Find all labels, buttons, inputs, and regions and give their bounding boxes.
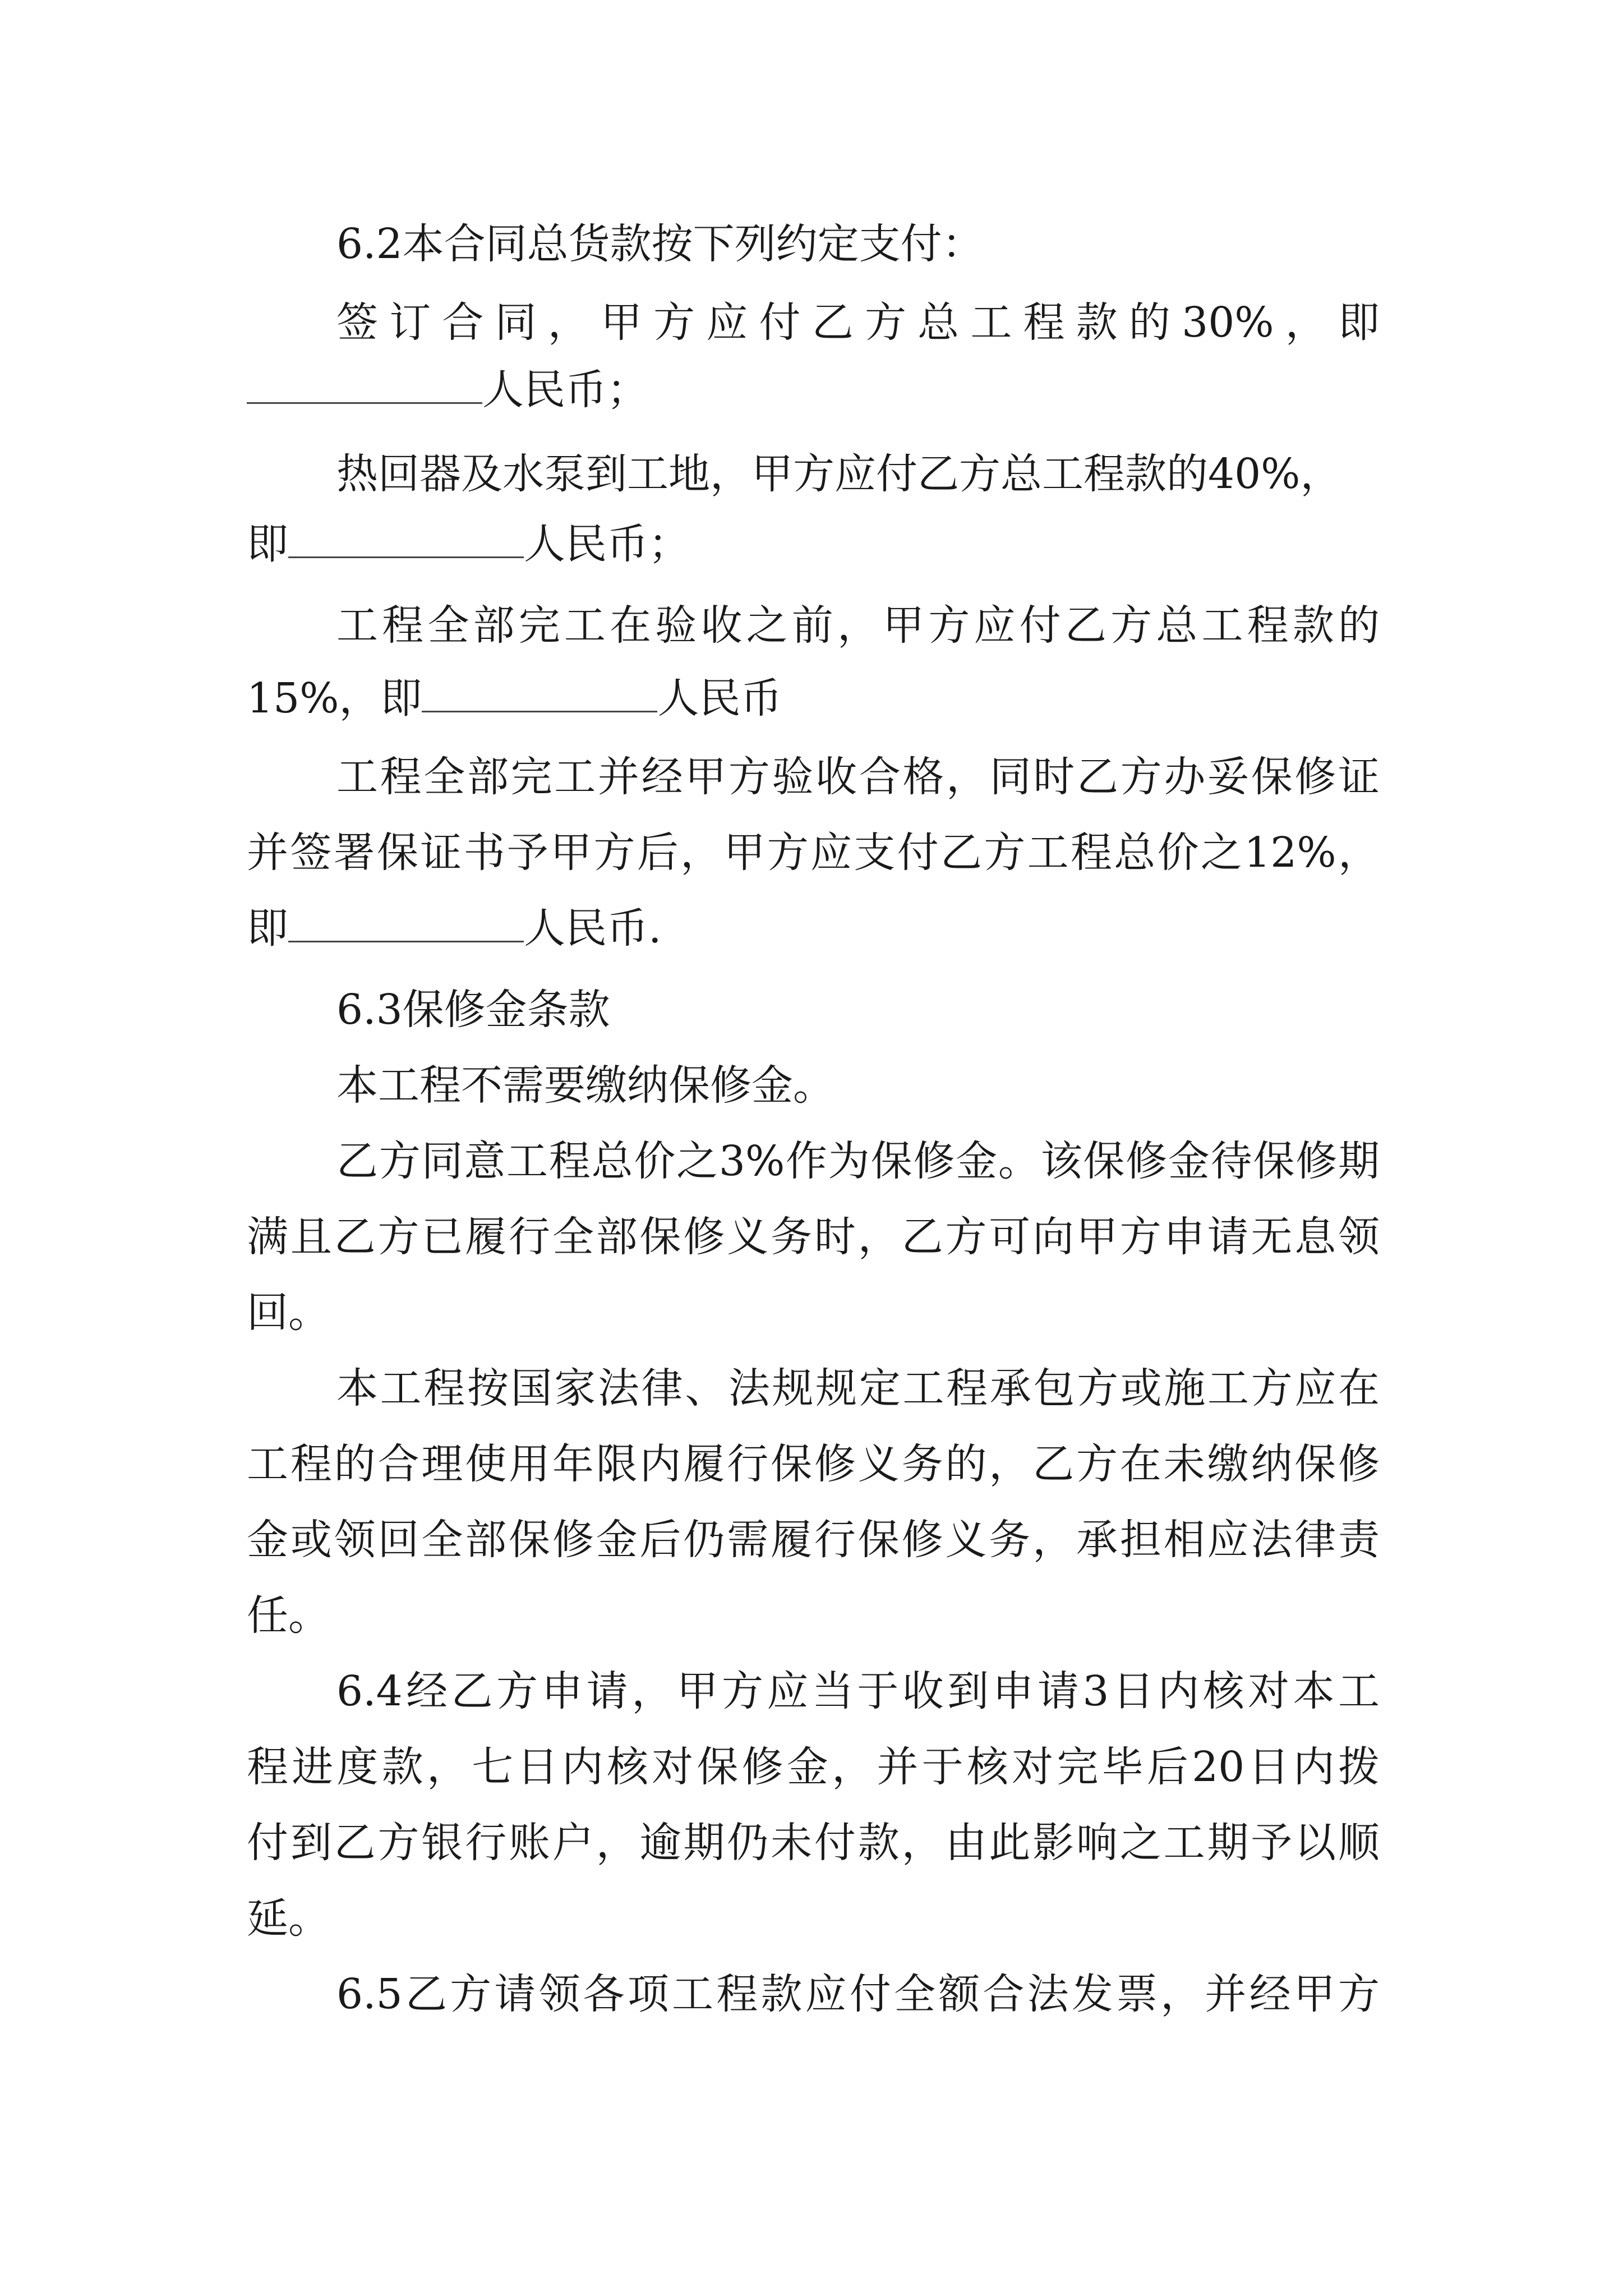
ji-label: 即 <box>247 520 288 568</box>
paragraph-deposit-line-2: 满且乙方已履行全部保修义务时，乙方可向甲方申请无息领 <box>247 1213 1380 1261</box>
paragraph-no-deposit: 本工程不需要缴纳保修金。 <box>336 1061 834 1110</box>
ji-label: 即 <box>247 904 288 953</box>
amount-blank <box>288 517 524 558</box>
paragraph-deposit-line-1: 乙方同意工程总价之3%作为保修金。该保修金待保修期 <box>336 1137 1380 1185</box>
currency-label: 人民币 <box>657 674 782 723</box>
section-6-5-line-1: 6.5乙方请领各项工程款应付全额合法发票，并经甲方 <box>336 1970 1380 2018</box>
paragraph-deposit-line-3: 回。 <box>247 1289 330 1337</box>
section-6-4-line-4: 延。 <box>247 1894 330 1943</box>
payment-item-2-line-2 <box>247 513 1380 575</box>
section-6-4-line-1: 6.4经乙方申请，甲方应当于收到申请3日内核对本工 <box>336 1667 1380 1715</box>
paragraph-warranty-line-2: 工程的合理使用年限内履行保修义务的，乙方在未缴纳保修 <box>247 1440 1380 1488</box>
currency-label: 人民币. <box>524 904 662 953</box>
payment-item-1-line-2 <box>247 359 1380 421</box>
amount-blank <box>288 901 524 942</box>
section-6-4-line-2: 程进度款，七日内核对保修金，并于核对完毕后20日内拨 <box>247 1743 1380 1791</box>
amount-blank <box>422 671 657 712</box>
section-6-2-heading: 6.2本合同总货款按下列约定支付： <box>336 220 984 268</box>
paragraph-warranty-line-1: 本工程按国家法律、法规规定工程承包方或施工方应在 <box>336 1364 1380 1412</box>
section-6-4-line-3: 付到乙方银行账户，逾期仍未付款，由此影响之工期予以顺 <box>247 1819 1380 1867</box>
paragraph-warranty-line-3: 金或领回全部保修金后仍需履行保修义务，承担相应法律责 <box>247 1516 1380 1564</box>
payment-item-3-line-1: 工程全部完工在验收之前，甲方应付乙方总工程款的 <box>336 601 1380 650</box>
payment-item-3-line-2 <box>247 668 1380 729</box>
section-6-3-heading: 6.3保修金条款 <box>336 986 610 1034</box>
amount-blank <box>247 363 482 404</box>
currency-label: 人民币； <box>482 366 648 414</box>
currency-label: 人民币； <box>524 520 690 568</box>
payment-item-4-line-1: 工程全部完工并经甲方验收合格，同时乙方办妥保修证 <box>336 753 1380 801</box>
paragraph-warranty-line-4: 任。 <box>247 1591 330 1640</box>
payment-item-1-line-1: 签订合同，甲方应付乙方总工程款的30%，即 <box>336 298 1380 347</box>
percent-ji-label: 15%，即 <box>247 674 422 723</box>
payment-item-4-line-3 <box>247 898 1380 959</box>
payment-item-4-line-2: 并签署保证书予甲方后，甲方应支付乙方工程总价之12%， <box>247 829 1380 877</box>
payment-item-2-line-1: 热回器及水泵到工地，甲方应付乙方总工程款的40%， <box>336 450 1342 498</box>
